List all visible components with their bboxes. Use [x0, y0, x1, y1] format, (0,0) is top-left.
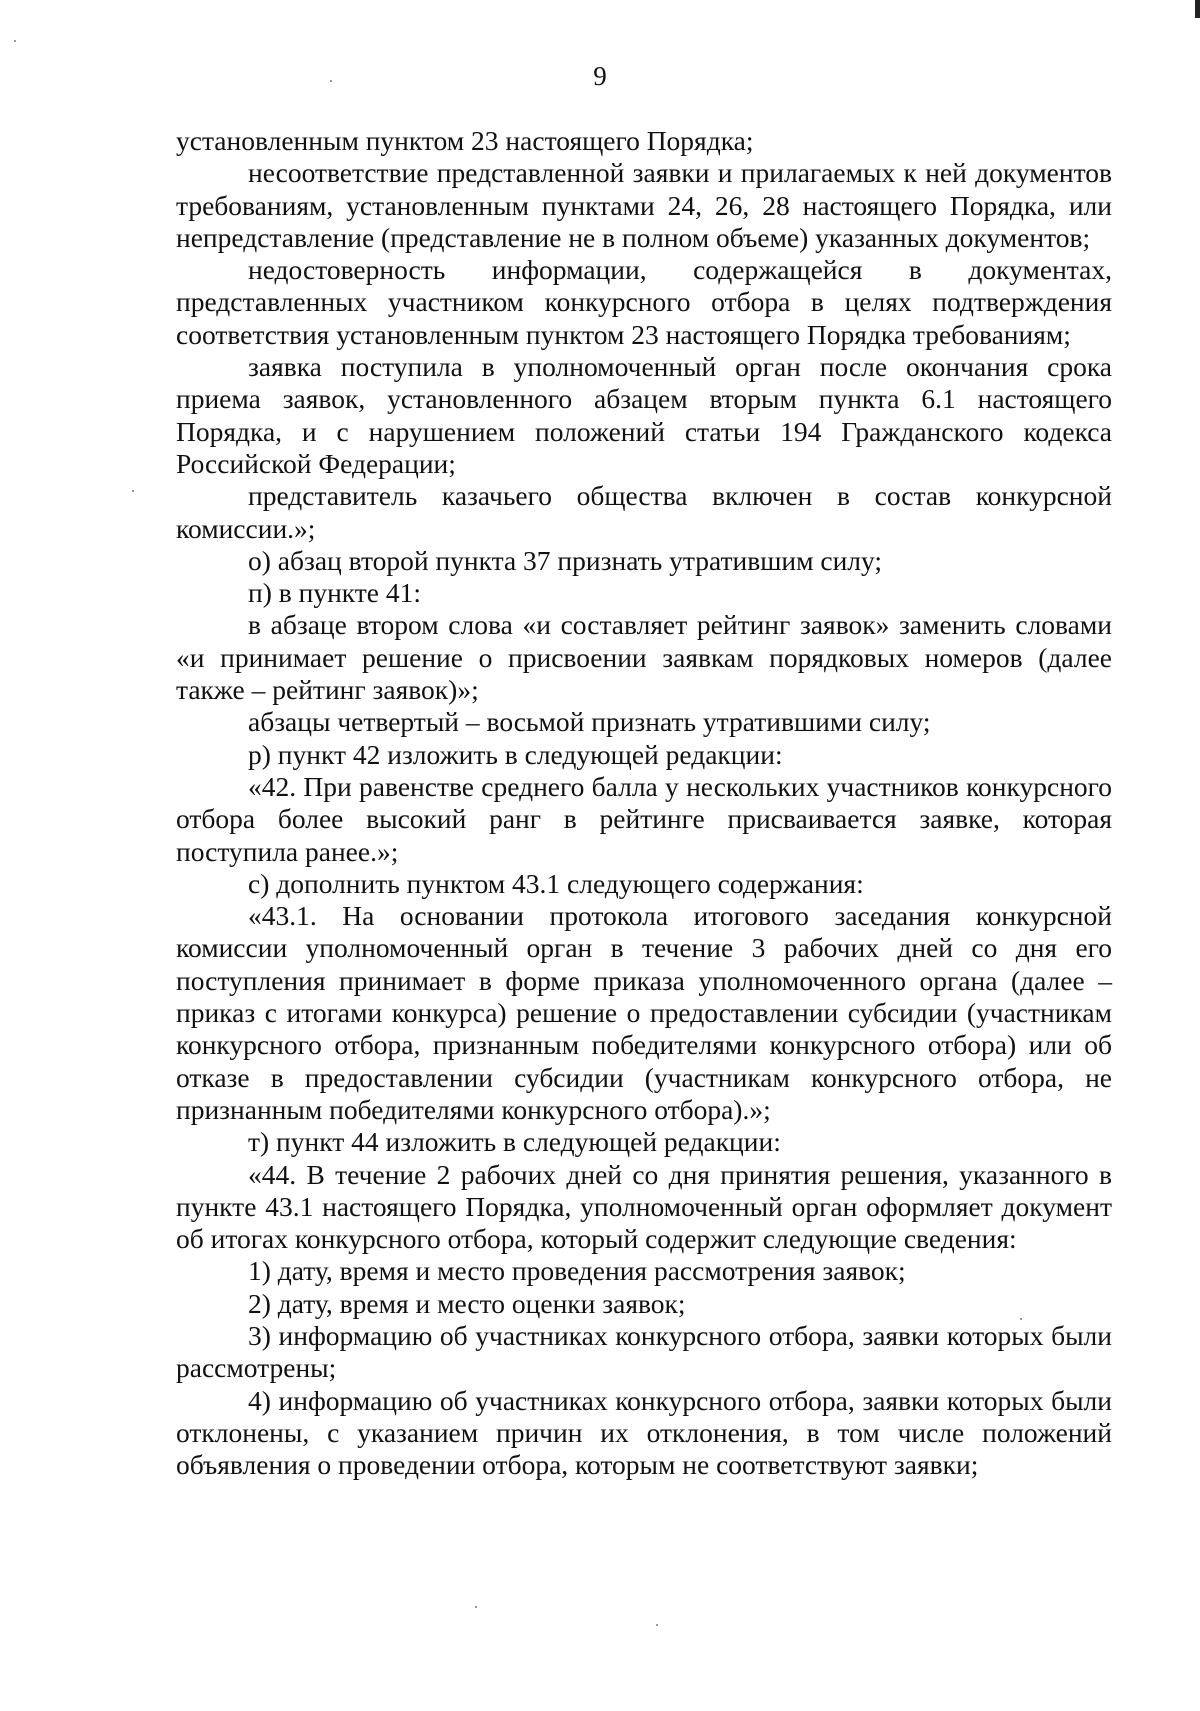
- scan-edge-mark: [1195, 0, 1200, 18]
- paragraph: в абзаце втором слова «и составляет рейтинг заявок» заменить словами «и принимает решение о присвоении заявкам порядковых номеров (далее также – рейтинг заявок)»;: [176, 609, 1112, 706]
- paragraph: 4) информацию об участниках конкурсного отбора, заявки которых были отклонены, с указанием причин их отклонения, в том числе положений объявления о проведении отбора, которым не соответствуют заявки;: [176, 1384, 1112, 1481]
- page-number: 9: [593, 61, 607, 91]
- paragraph: установленным пунктом 23 настоящего Порядка;: [176, 125, 754, 156]
- paragraph: «42. При равенстве среднего балла у нескольких участников конкурсного отбора более высокий ранг в рейтинге присваивается заявке, которая поступила ранее.»;: [176, 770, 1112, 867]
- paragraph: представитель казачьего общества включен в состав конкурсной комиссии.»;: [176, 480, 1112, 544]
- document-body: [176, 125, 1112, 1481]
- paragraph: р) пункт 42 изложить в следующей редакции:: [248, 738, 783, 770]
- paragraph: о) абзац второй пункта 37 признать утратившим силу;: [248, 544, 883, 576]
- scan-speck: [14, 40, 16, 42]
- paragraph: «44. В течение 2 рабочих дней со дня принятия решения, указанного в пункте 43.1 настоящего Порядка, уполномоченный орган оформляет документ об итогах конкурсного отбора, который содержит следующие сведения:: [176, 1158, 1112, 1255]
- paragraph: заявка поступила в уполномоченный орган после окончания срока приема заявок, установленного абзацем вторым пункта 6.1 настоящего Порядка, и с нарушением положений статьи 194 Гражданского кодекса Российской Федерации;: [176, 351, 1112, 479]
- paragraph: несоответствие представленной заявки и прилагаемых к ней документов требованиям, установленным пунктами 24, 26, 28 настоящего Порядка, или непредставление (представление не в полном объеме) указанных документов;: [176, 157, 1112, 253]
- paragraph: п) в пункте 41:: [248, 577, 422, 609]
- paragraph: абзацы четвертый – восьмой признать утратившими силу;: [248, 706, 931, 738]
- paragraph: с) дополнить пунктом 43.1 следующего содержания:: [248, 867, 864, 899]
- paragraph: «43.1. На основании протокола итогового заседания конкурсной комиссии уполномоченный орган в течение 3 рабочих дней со дня его поступления принимает в форме приказа уполномоченного органа (далее – приказ с итогами конкурса) решение о предоставлении субсидии (участникам конкурсного отбора, признанным победителями конкурсного отбора) или об отказе в предоставлении субсидии (участникам конкурсного отбора, не признанным победителями конкурсного отбора).»;: [176, 900, 1112, 1125]
- paragraph: 2) дату, время и место оценки заявок;: [248, 1287, 686, 1319]
- scan-speck: [656, 1624, 658, 1626]
- paragraph: недостоверность информации, содержащейся в документах, представленных участником конкурсного отбора в целях подтверждения соответствия установленным пунктом 23 настоящего Порядка требованиям;: [176, 254, 1112, 350]
- paragraph: т) пункт 44 изложить в следующей редакции:: [248, 1126, 781, 1158]
- paragraph: 3) информацию об участниках конкурсного отбора, заявки которых были рассмотрены;: [176, 1319, 1112, 1384]
- scan-speck: [475, 1606, 477, 1608]
- paragraph: 1) дату, время и место проведения рассмотрения заявок;: [248, 1255, 906, 1287]
- scan-speck: [132, 490, 134, 492]
